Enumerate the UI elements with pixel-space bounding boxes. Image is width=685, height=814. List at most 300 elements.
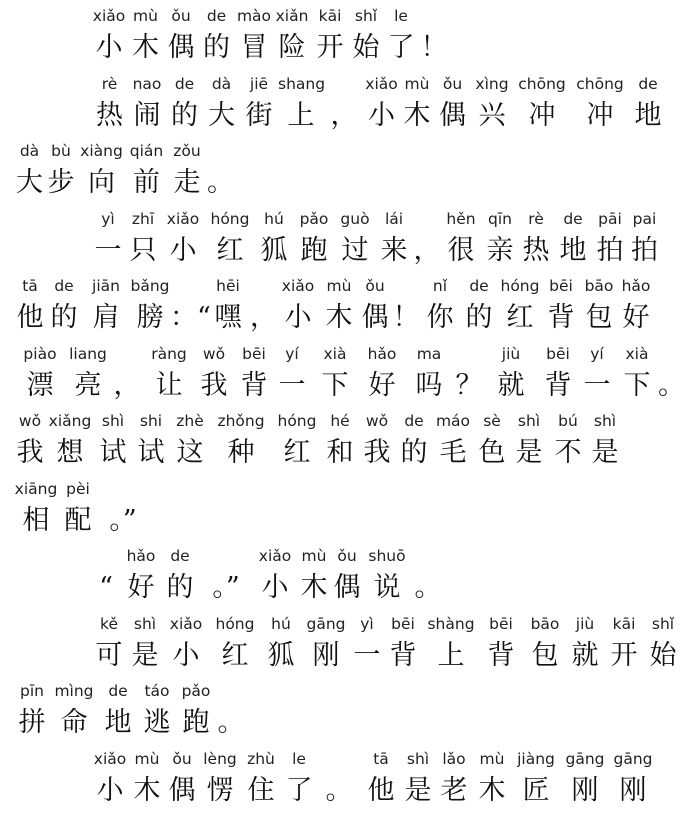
pinyin	[91, 544, 121, 568]
character-cell	[240, 72, 278, 136]
character-cell	[91, 207, 125, 271]
hanzi: 亮	[66, 366, 110, 406]
character-cell	[167, 139, 207, 203]
hanzi: ，	[324, 96, 364, 136]
character-cell	[138, 679, 176, 743]
character-cell	[363, 544, 411, 608]
pinyin: mù	[320, 274, 358, 298]
hanzi: 只	[125, 231, 161, 271]
character-cell	[460, 274, 498, 338]
hanzi: “	[91, 568, 121, 608]
pinyin: hěn	[441, 207, 481, 231]
hanzi: 了	[281, 771, 317, 811]
pinyin: shì	[401, 747, 435, 771]
pinyin: ǒu	[358, 274, 392, 298]
pinyin	[98, 477, 148, 501]
pinyin: máo	[432, 409, 474, 433]
character-cell	[419, 4, 449, 68]
hanzi: 大	[203, 96, 240, 136]
pinyin: xiǎn	[273, 4, 311, 28]
hanzi: 冲	[514, 96, 570, 136]
hanzi: 背	[542, 298, 580, 338]
pinyin: ǒu	[165, 747, 199, 771]
character-cell	[14, 342, 66, 406]
hanzi: 背	[538, 366, 578, 406]
text-line	[0, 342, 679, 410]
character-cell	[454, 342, 484, 406]
text-line	[0, 477, 679, 545]
hanzi: 木	[297, 568, 331, 608]
character-cell	[411, 544, 445, 608]
pinyin: guò	[335, 207, 375, 231]
pinyin: de	[460, 274, 498, 298]
pinyin: bù	[45, 139, 77, 163]
character-cell	[396, 409, 432, 473]
hanzi: 种	[210, 433, 272, 473]
hanzi: 包	[580, 298, 618, 338]
character-cell	[98, 477, 148, 541]
pinyin: hēi	[206, 274, 250, 298]
hanzi: 偶	[164, 28, 198, 68]
character-cell	[278, 72, 324, 136]
hanzi: 。”	[199, 568, 253, 608]
pinyin: xiǎo	[253, 544, 297, 568]
hanzi: 想	[46, 433, 94, 473]
character-cell	[401, 747, 435, 811]
hanzi: 肩	[82, 298, 130, 338]
character-cell	[658, 342, 682, 406]
hanzi: ：“	[170, 298, 206, 338]
hanzi: 跑	[293, 231, 335, 271]
pinyin	[413, 207, 441, 231]
pinyin: bēi	[383, 612, 423, 636]
pinyin: jiù	[567, 612, 603, 636]
hanzi: 好	[121, 568, 161, 608]
character-cell	[127, 4, 164, 68]
hanzi: 地	[553, 231, 593, 271]
pinyin: hóng	[498, 274, 542, 298]
pinyin: shǐ	[645, 612, 681, 636]
hanzi: 好	[618, 298, 654, 338]
pinyin: xiǎo	[161, 207, 205, 231]
pinyin: lái	[375, 207, 413, 231]
character-cell	[435, 747, 473, 811]
hanzi: 是	[588, 433, 622, 473]
character-cell	[514, 72, 570, 136]
pinyin: xiǎng	[46, 409, 94, 433]
hanzi: 色	[474, 433, 510, 473]
text-line	[0, 679, 679, 747]
hanzi: 小	[276, 298, 320, 338]
character-cell	[580, 274, 618, 338]
character-cell	[209, 612, 261, 676]
hanzi: 说	[363, 568, 411, 608]
pinyin: gāng	[561, 747, 609, 771]
pinyin: ǒu	[164, 4, 198, 28]
hanzi: 小	[163, 636, 209, 676]
pinyin: xiǎo	[91, 747, 129, 771]
character-cell	[609, 747, 657, 811]
character-cell	[645, 612, 681, 676]
hanzi: 木	[399, 96, 435, 136]
hanzi: 。	[216, 703, 246, 743]
hanzi: 拍	[627, 231, 662, 271]
pinyin: mào	[235, 4, 273, 28]
pinyin: bēi	[479, 612, 523, 636]
hanzi: 这	[170, 433, 210, 473]
character-cell	[548, 409, 588, 473]
pinyin: bēi	[234, 342, 274, 366]
character-cell	[14, 274, 46, 338]
pinyin: pèi	[58, 477, 98, 501]
hanzi: 相	[14, 501, 58, 541]
character-cell	[618, 274, 654, 338]
pinyin: mù	[127, 4, 164, 28]
hanzi: 。	[207, 163, 232, 203]
hanzi: 开	[311, 28, 349, 68]
character-cell	[250, 274, 276, 338]
pinyin: hé	[322, 409, 358, 433]
character-cell	[593, 207, 627, 271]
hanzi: 街	[240, 96, 278, 136]
pinyin: sè	[474, 409, 510, 433]
character-cell	[274, 342, 310, 406]
character-cell	[14, 409, 46, 473]
hanzi: 我	[194, 366, 234, 406]
pinyin: zhī	[125, 207, 161, 231]
hanzi: ！	[392, 298, 420, 338]
character-cell	[281, 747, 317, 811]
hanzi: 木	[320, 298, 358, 338]
character-cell	[129, 747, 165, 811]
text-line	[0, 274, 679, 342]
character-cell	[538, 342, 578, 406]
pinyin: de	[161, 544, 199, 568]
hanzi: 狐	[255, 231, 293, 271]
hanzi: 一	[91, 231, 125, 271]
character-cell	[14, 139, 45, 203]
hanzi: 可	[91, 636, 127, 676]
character-cell	[358, 409, 396, 473]
character-cell	[82, 274, 130, 338]
hanzi: 亲	[481, 231, 519, 271]
hanzi: 兴	[470, 96, 514, 136]
pinyin: mù	[399, 72, 435, 96]
character-cell	[498, 274, 542, 338]
character-cell	[561, 747, 609, 811]
pinyin: le	[281, 747, 317, 771]
hanzi: 始	[645, 636, 681, 676]
hanzi: 配	[58, 501, 98, 541]
character-cell	[199, 544, 253, 608]
hanzi: 开	[603, 636, 645, 676]
pinyin	[392, 274, 420, 298]
hanzi: 小	[161, 231, 205, 271]
hanzi: 就	[567, 636, 603, 676]
hanzi: 匠	[511, 771, 561, 811]
pinyin: jiù	[484, 342, 538, 366]
hanzi: 是	[510, 433, 548, 473]
pinyin: rè	[519, 207, 553, 231]
hanzi: 过	[335, 231, 375, 271]
hanzi: 来	[375, 231, 413, 271]
hanzi: 试	[132, 433, 170, 473]
pinyin: pīn	[14, 679, 50, 703]
hanzi: 跑	[176, 703, 216, 743]
character-cell	[45, 139, 77, 203]
hanzi: 刚	[301, 636, 351, 676]
hanzi: 背	[234, 366, 274, 406]
hanzi: 膀	[130, 298, 170, 338]
character-cell	[170, 409, 210, 473]
pinyin: xià	[310, 342, 360, 366]
hanzi: 闹	[128, 96, 166, 136]
hanzi: 冲	[570, 96, 630, 136]
hanzi: ？	[454, 366, 484, 406]
character-cell	[335, 207, 375, 271]
pinyin: wǒ	[14, 409, 46, 433]
pinyin: bāo	[580, 274, 618, 298]
hanzi: 一	[578, 366, 616, 406]
character-cell	[130, 274, 170, 338]
character-cell	[144, 342, 194, 406]
pinyin: hóng	[205, 207, 255, 231]
pinyin: hú	[261, 612, 301, 636]
pinyin: shì	[127, 612, 163, 636]
character-cell	[58, 477, 98, 541]
hanzi: 走	[167, 163, 207, 203]
character-cell	[420, 274, 460, 338]
character-cell	[110, 342, 144, 406]
pinyin: xiǎo	[364, 72, 399, 96]
hanzi: 偶	[165, 771, 199, 811]
pinyin	[454, 342, 484, 366]
pinyin: de	[98, 679, 138, 703]
character-cell	[588, 409, 622, 473]
character-cell	[273, 4, 311, 68]
pinyin: táo	[138, 679, 176, 703]
hanzi: 刚	[609, 771, 657, 811]
pinyin: hú	[255, 207, 293, 231]
pinyin	[199, 544, 253, 568]
hanzi: 背	[383, 636, 423, 676]
text-line	[0, 139, 679, 207]
hanzi: ！	[419, 28, 449, 68]
character-cell	[241, 747, 281, 811]
hanzi: 拍	[593, 231, 627, 271]
pinyin: zǒu	[167, 139, 207, 163]
character-cell	[404, 342, 454, 406]
pinyin: shì	[94, 409, 132, 433]
character-cell	[297, 544, 331, 608]
character-cell	[161, 207, 205, 271]
hanzi: 大	[14, 163, 45, 203]
pinyin: hǎo	[121, 544, 161, 568]
character-cell	[127, 612, 163, 676]
pinyin: zhù	[241, 747, 281, 771]
hanzi: 不	[548, 433, 588, 473]
hanzi: 漂	[14, 366, 66, 406]
hanzi: 红	[272, 433, 322, 473]
hanzi: 的	[166, 96, 203, 136]
hanzi: 很	[441, 231, 481, 271]
pinyin: ma	[404, 342, 454, 366]
pinyin: xiǎo	[163, 612, 209, 636]
character-cell	[261, 612, 301, 676]
character-cell	[276, 274, 320, 338]
hanzi: 他	[361, 771, 401, 811]
character-cell	[616, 342, 658, 406]
character-cell	[361, 747, 401, 811]
pinyin: kāi	[311, 4, 349, 28]
character-cell	[484, 342, 538, 406]
hanzi: 小	[91, 28, 127, 68]
character-cell	[132, 409, 170, 473]
character-cell	[125, 207, 161, 271]
pinyin: shì	[588, 409, 622, 433]
hanzi: 我	[14, 433, 46, 473]
hanzi: 下	[310, 366, 360, 406]
character-cell	[210, 409, 272, 473]
pinyin: nao	[128, 72, 166, 96]
pinyin: wǒ	[194, 342, 234, 366]
hanzi: 热	[91, 96, 128, 136]
hanzi: 的	[460, 298, 498, 338]
character-cell	[121, 544, 161, 608]
hanzi: 包	[523, 636, 567, 676]
hanzi: 一	[351, 636, 383, 676]
hanzi: ，	[413, 231, 441, 271]
character-cell	[351, 612, 383, 676]
pinyin: hǎo	[618, 274, 654, 298]
pinyin: hóng	[209, 612, 261, 636]
hanzi: 。	[658, 366, 682, 406]
pinyin: qīn	[481, 207, 519, 231]
pinyin: qián	[126, 139, 167, 163]
pinyin: bēi	[538, 342, 578, 366]
pinyin: shang	[278, 72, 324, 96]
hanzi: 毛	[432, 433, 474, 473]
pinyin: bǎng	[130, 274, 170, 298]
character-cell	[253, 544, 297, 608]
pinyin: de	[46, 274, 82, 298]
character-cell	[311, 4, 349, 68]
hanzi: 你	[420, 298, 460, 338]
character-cell	[310, 342, 360, 406]
character-cell	[194, 342, 234, 406]
pinyin: ǒu	[435, 72, 470, 96]
pinyin: yí	[274, 342, 310, 366]
character-cell	[627, 207, 662, 271]
character-cell	[322, 409, 358, 473]
pinyin: tā	[361, 747, 401, 771]
hanzi: 吗	[404, 366, 454, 406]
character-cell	[14, 477, 58, 541]
hanzi: 的	[198, 28, 235, 68]
hanzi: 。	[317, 771, 361, 811]
hanzi: 小	[91, 771, 129, 811]
pinyin: de	[630, 72, 666, 96]
character-cell	[324, 72, 364, 136]
character-cell	[203, 72, 240, 136]
pinyin: rè	[91, 72, 128, 96]
text-line	[0, 544, 679, 612]
character-cell	[94, 409, 132, 473]
pinyin: jiē	[240, 72, 278, 96]
pinyin: dà	[14, 139, 45, 163]
character-cell	[567, 612, 603, 676]
character-cell	[320, 274, 358, 338]
character-cell	[358, 274, 392, 338]
character-cell	[349, 4, 383, 68]
pinyin	[207, 139, 232, 163]
pinyin: chōng	[514, 72, 570, 96]
hanzi: 冒	[235, 28, 273, 68]
pinyin: shì	[510, 409, 548, 433]
pinyin: pāi	[593, 207, 627, 231]
pinyin: bāo	[523, 612, 567, 636]
hanzi: 刚	[561, 771, 609, 811]
hanzi: 险	[273, 28, 311, 68]
character-cell	[91, 4, 127, 68]
character-cell	[46, 274, 82, 338]
text-line	[0, 409, 679, 477]
hanzi: 始	[349, 28, 383, 68]
text-line	[0, 72, 679, 140]
pinyin: gāng	[609, 747, 657, 771]
character-cell	[91, 747, 129, 811]
hanzi: 就	[484, 366, 538, 406]
character-cell	[364, 72, 399, 136]
character-cell	[331, 544, 363, 608]
pinyin: xiǎo	[91, 4, 127, 28]
character-cell	[474, 409, 510, 473]
pinyin	[411, 544, 445, 568]
hanzi: 木	[127, 28, 164, 68]
pinyin: yí	[578, 342, 616, 366]
character-cell	[77, 139, 126, 203]
pinyin: hǎo	[360, 342, 404, 366]
hanzi: 热	[519, 231, 553, 271]
character-cell	[272, 409, 322, 473]
character-cell	[170, 274, 206, 338]
character-cell	[98, 679, 138, 743]
pinyin: ràng	[144, 342, 194, 366]
hanzi: 试	[94, 433, 132, 473]
character-cell	[473, 747, 511, 811]
character-cell	[392, 274, 420, 338]
character-cell	[435, 72, 470, 136]
pinyin	[250, 274, 276, 298]
pinyin: pǎo	[176, 679, 216, 703]
hanzi: 狐	[261, 636, 301, 676]
pinyin: zhè	[170, 409, 210, 433]
character-cell	[383, 612, 423, 676]
pinyin: tā	[14, 274, 46, 298]
character-cell	[46, 409, 94, 473]
pinyin: xià	[616, 342, 658, 366]
hanzi: 偶	[331, 568, 363, 608]
character-cell	[91, 72, 128, 136]
character-cell	[293, 207, 335, 271]
pinyin: yì	[91, 207, 125, 231]
hanzi: 嘿	[206, 298, 250, 338]
hanzi: 是	[401, 771, 435, 811]
character-cell	[14, 679, 50, 743]
pinyin: chōng	[570, 72, 630, 96]
pinyin: xiǎo	[276, 274, 320, 298]
hanzi: ，	[110, 366, 144, 406]
